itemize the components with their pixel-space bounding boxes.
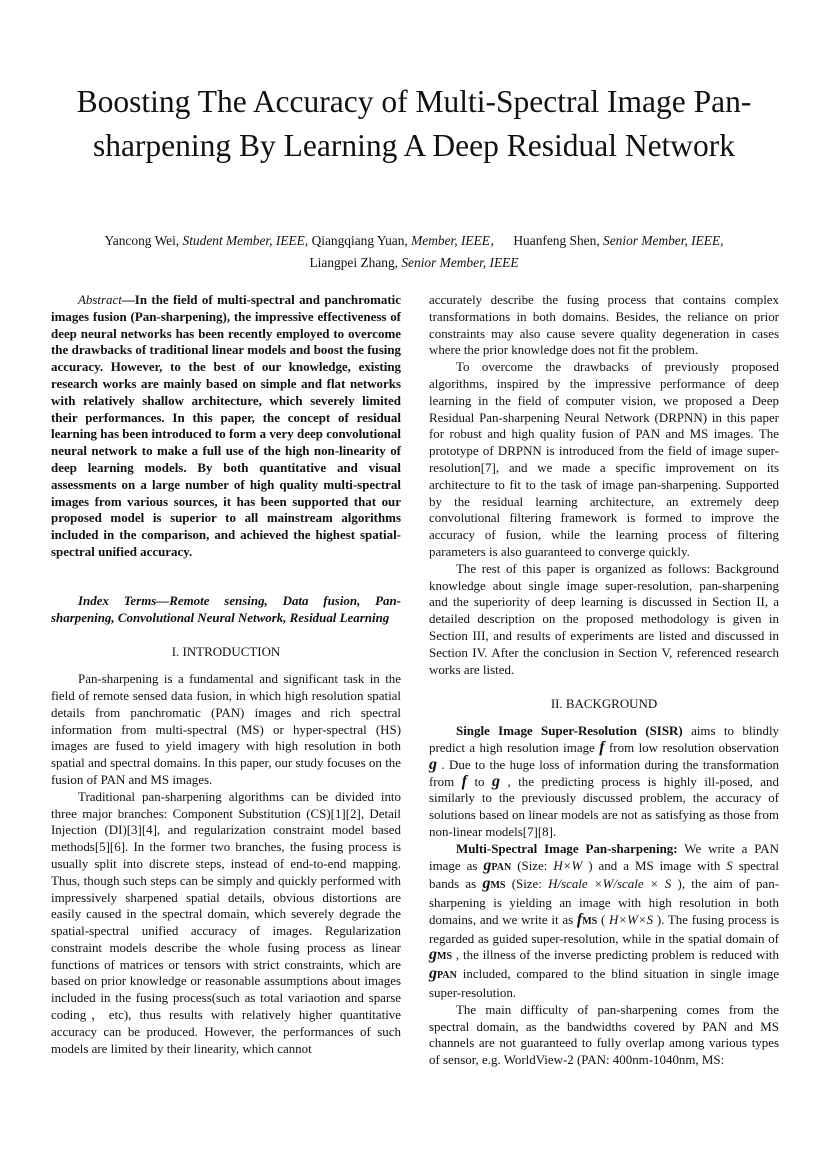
math-expression: H×W [553, 857, 583, 873]
section-heading-introduction: I. INTRODUCTION [171, 644, 281, 660]
math-symbol: f [576, 910, 583, 928]
math-symbol: g [429, 965, 437, 983]
math-symbol: g [482, 875, 491, 893]
math-symbol: g [492, 772, 500, 790]
author-role: Senior Member, IEEE, [603, 233, 724, 248]
paragraph: The main difficulty of pan-sharpening comes from the spectral domain, as the bandwidths covered by PAN and MS channels are not guaranteed to fully overlap among various types of sensor, e.g. WorldView-2 (PAN: 400nm-1040nm, MS: [429, 1001, 779, 1068]
math-subscript: PAN [491, 861, 512, 873]
run-in-heading: Multi-Spectral Image Pan-sharpening: [456, 840, 678, 856]
abstract [51, 292, 401, 561]
right-column [429, 292, 779, 1069]
math-subscript: MS [582, 915, 598, 927]
math-expression: H×W×S [609, 911, 654, 927]
author-role: Senior Member, IEEE [401, 254, 519, 270]
run-in-heading: Single Image Super-Resolution (SISR) [456, 723, 683, 739]
paragraph-pansharpening: Multi-Spectral Image Pan-sharpening: We write a PAN image as gPAN (Size: H×W ) and a MS image with S spectral bands as gMS (Size: H/scale ×W/scale × S ), the aim of pan-sharpening is yielding an image with high resolution in both domains, and we write it as fMS ( H×W×S ). The fusing process is regarded as guided super-resolution, while in the spatial domain of gMS , the illness of the inverse predicting problem is reduced with gPAN included, compared to the blind situation in single image super-resolution. [429, 840, 780, 1001]
math-subscript: MS [490, 880, 506, 892]
math-symbol: g [483, 856, 492, 874]
math-symbol: S [726, 857, 733, 873]
paragraph: accurately describe the fusing process that contains complex transformations in both domains. Besides, the reliance on prior constraints may also cause severe quality degeneration in cases where the prior knowledge does not fit the problem. [429, 292, 779, 358]
paragraph-sisr: Single Image Super-Resolution (SISR) aims to blindly predict a high resolution image f from low resolution observation g . Due to the huge loss of information during the transformation from f to g , the predicting process is highly ill-posed, and similarly to the previously discussed problem, the accuracy of solutions based on linear models are not as satisfying as those from non-linear models[7][8]. [429, 723, 780, 839]
abstract-text: —In the field of multi-spectral and panchromatic images fusion (Pan-sharpening), the impressive effectiveness of deep neural networks has been recently employed to overcome the drawbacks of traditional linear models and boost the fusing accuracy. However, to the best of our knowledge, existing research works are mainly based on simple and flat networks with relatively shallow architecture, which severely limited their performances. In this paper, the concept of residual learning has been introduced to form a very deep convolutional neural network to make a full use of the high non-linearity of deep learning models. By both quantitative and visual assessments on a large number of high quality multi-spectral images from various sources, it has been supported that our proposed model is superior to all mainstream algorithms included in the comparison, and achieved the highest spatial-spectral unified accuracy. [51, 292, 401, 559]
author-name: Huanfeng Shen, [513, 233, 600, 248]
math-symbol: g [429, 946, 437, 964]
paragraph: The rest of this paper is organized as follows: Background knowledge about single image super-resolution, pan-sharpening and the superiority of deep learning is discussed in Section II, a detailed description on the proposed methodology is given in Section III, and results of experiments are listed and discussed in Section IV. After the conclusion in Section V, referenced research works are listed. [429, 560, 779, 677]
paragraph: Traditional pan-sharpening algorithms can be divided into three major branches: Component Substitution (CS)[1][2], Detail Injection (DI)[3][4], and regularization constraint model based methods[5][6]. In the former two branches, the fusing process is usually split into discrete steps, instead of end-to-end mapping. Thus, though such steps can be simply and quickly performed with impressively sharpened spatial details, obvious distortions are easily caused in the spectral domain, which severely degrade the spatial-spectral unified accuracy of images. Regularization constraint models describe the whole fusing process as linear functions of matrices or tensors with strict constraints, which are based on prior knowledge or reasonable assumptions about images included in the fusing process(such as total variaotion and sparse coding，etc), thus results with relatively higher quantitative accuracy can be produced. However, the performances of such models are limited by their linearity, which cannot [51, 788, 401, 1056]
math-expression: H/scale ×W/scale × S [548, 876, 672, 892]
left-column [51, 292, 401, 1057]
author-name: Qiangqiang Yuan, [311, 233, 408, 248]
math-symbol: f [461, 772, 467, 790]
author-list [40, 230, 788, 273]
paper-title: Boosting The Accuracy of Multi-Spectral Image Pan-sharpening By Learning A Deep Residual Network [76, 84, 752, 163]
author-role: Student Member, IEEE, [182, 233, 309, 248]
author-name: Yancong Wei, [104, 233, 180, 248]
section-heading-background: II. BACKGROUND [550, 696, 658, 712]
math-subscript: PAN [437, 970, 457, 982]
author-role: Member, IEEE， [411, 233, 504, 248]
math-subscript: MS [437, 951, 452, 963]
math-symbol: f [599, 738, 605, 756]
author-name: Liangpei Zhang, [309, 254, 398, 270]
paragraph: To overcome the drawbacks of previously proposed algorithms, inspired by the impressive performance of deep learning in the field of computer vision, we proposed a Deep Residual Pan-sharpening Neural Network (DRPNN) in this paper for robust and high quality fusion of PAN and MS images. The prototype of DRPNN is introduced from the field of image super-resolution[7], and we made a specific improvement on its architecture to fit to the task of image pan-sharpening. Supported by the residual learning architecture, an extremely deep convolutional filtering framework is formed to improve the accuracy of fusion, while the learning process of filtering parameters is also guaranteed to converge quickly. [429, 359, 779, 559]
index-terms: Index Terms—Remote sensing, Data fusion, Pan-sharpening, Convolutional Neural Network, Residual Learning [51, 592, 401, 625]
math-symbol: g [429, 755, 437, 773]
abstract-label: Abstract [78, 292, 122, 307]
paragraph: Pan-sharpening is a fundamental and significant task in the field of remote sensed data fusion, in which high resolution spatial details from panchromatic (PAN) images and rich spectral information from multi-spectral (MS) or hyper-spectral (HS) images are fused to yield imagery with high resolution in both spatial and spectral domains. In this paper, our study focuses on the fusion of PAN and MS images. [51, 671, 401, 787]
